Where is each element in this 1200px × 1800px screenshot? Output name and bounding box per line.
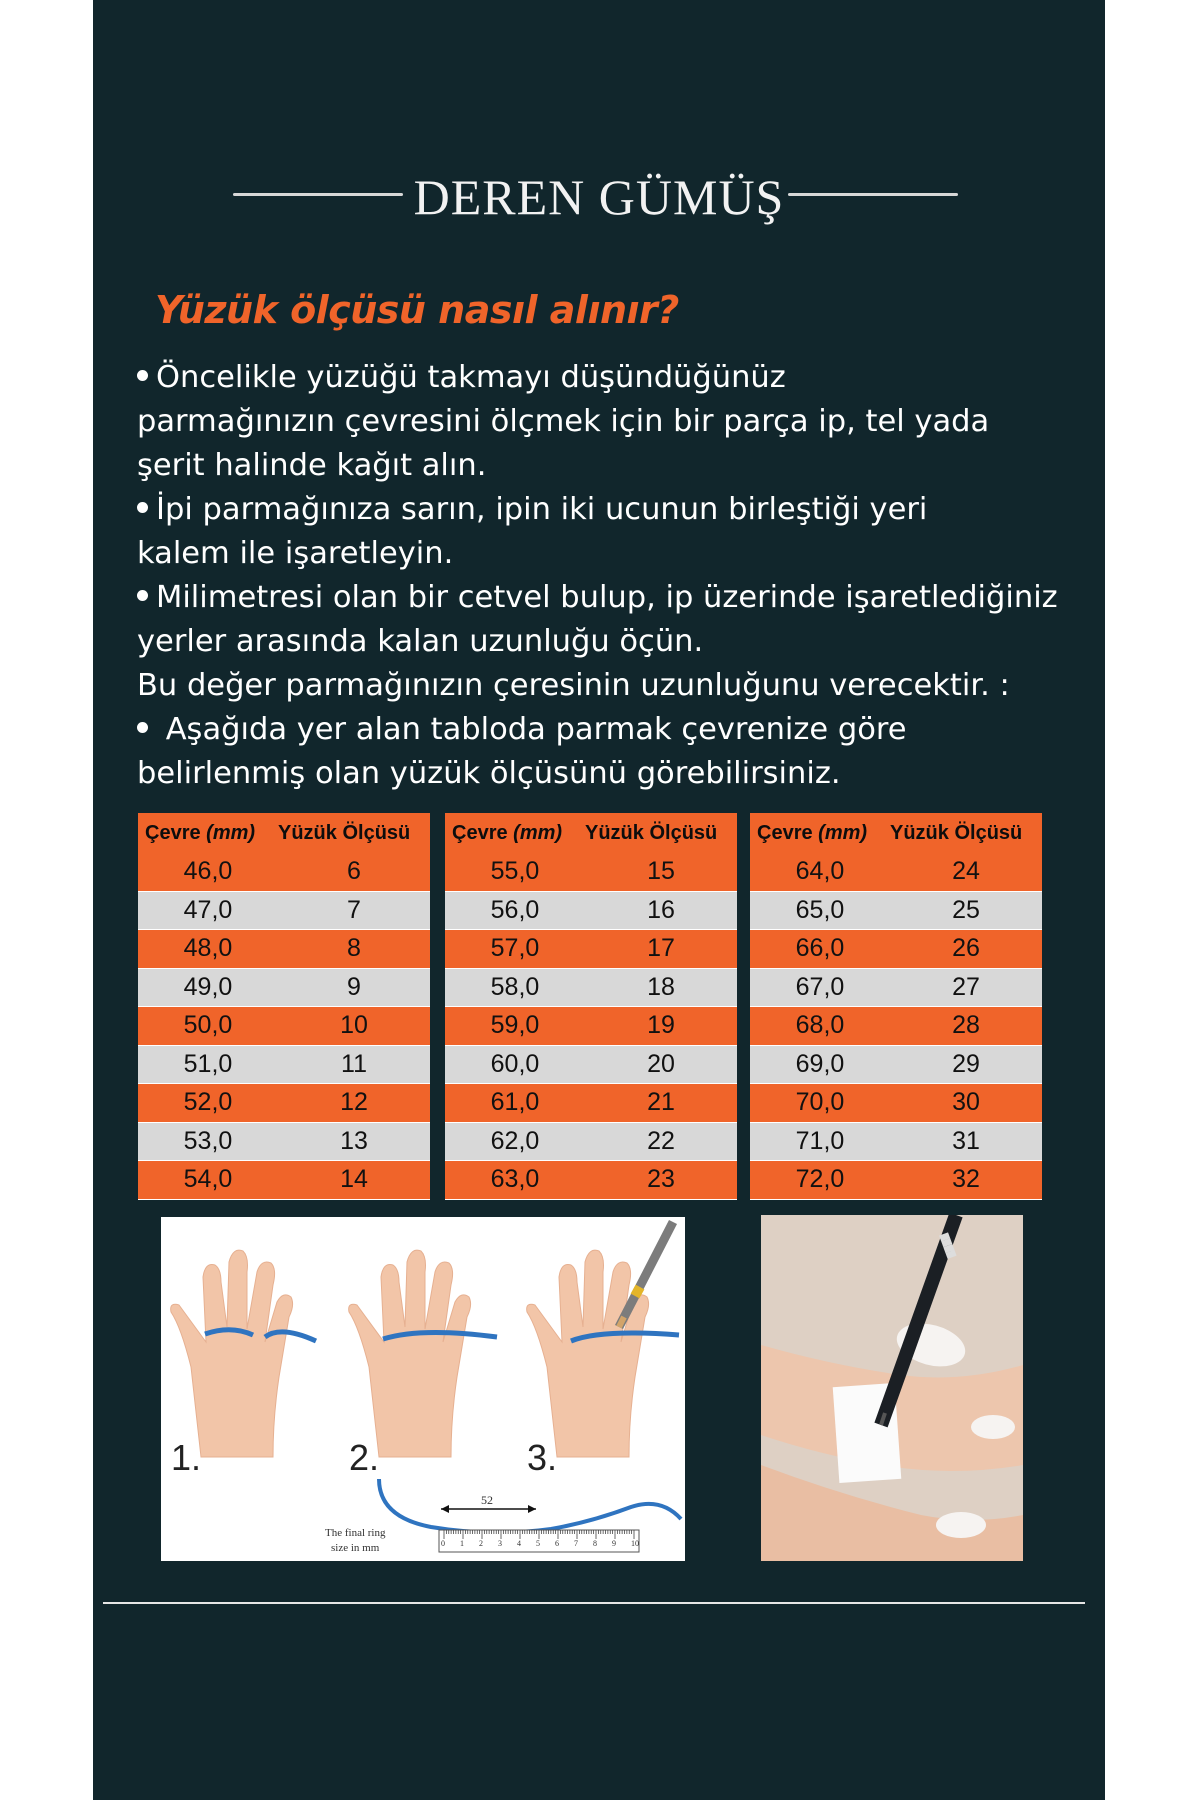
ring-size-cell: 31	[890, 1122, 1042, 1161]
ring-size-cell: 12	[278, 1084, 430, 1123]
step-label-2: 2.	[349, 1437, 380, 1478]
ring-size-cell: 26	[890, 930, 1042, 969]
brand-line-right	[788, 193, 958, 196]
instruction-text: belirlenmiş olan yüzük ölçüsünü görebilirsiniz.	[137, 756, 841, 791]
hand-step-3	[527, 1250, 649, 1457]
header-ring-size: Yüzük Ölçüsü	[585, 813, 737, 853]
circumference-cell: 47,0	[138, 891, 278, 930]
table-row	[445, 1045, 737, 1084]
ring-size-cell: 18	[585, 968, 737, 1007]
instruction-text: Bu değer parmağınızın çeresinin uzunluğunu verecektir. :	[137, 668, 1010, 703]
table-row	[750, 1161, 1042, 1200]
instruction-text: kalem ile işaretleyin.	[137, 536, 454, 571]
circumference-cell: 69,0	[750, 1045, 890, 1084]
circumference-cell: 56,0	[445, 891, 585, 930]
circumference-cell: 62,0	[445, 1122, 585, 1161]
hand-step-2	[349, 1250, 471, 1457]
table-header-row	[445, 813, 737, 853]
table-row	[138, 891, 430, 930]
circumference-cell: 64,0	[750, 853, 890, 891]
ring-size-cell: 20	[585, 1045, 737, 1084]
circumference-cell: 63,0	[445, 1161, 585, 1200]
circumference-cell: 65,0	[750, 891, 890, 930]
table-row	[138, 930, 430, 969]
circumference-cell: 60,0	[445, 1045, 585, 1084]
table-row	[445, 968, 737, 1007]
table-row	[138, 968, 430, 1007]
table-row	[750, 853, 1042, 891]
bullet-icon	[137, 370, 148, 381]
instruction-line	[137, 488, 1077, 532]
ring-size-cell: 13	[278, 1122, 430, 1161]
table-row	[138, 1084, 430, 1123]
table-row	[445, 853, 737, 891]
circumference-cell: 67,0	[750, 968, 890, 1007]
table-row	[445, 1084, 737, 1123]
size-table-3	[750, 813, 1042, 1200]
circumference-cell: 55,0	[445, 853, 585, 891]
table-row	[750, 1084, 1042, 1123]
ring-size-cell: 27	[890, 968, 1042, 1007]
page-heading: Yüzük ölçüsü nasıl alınır?	[155, 288, 679, 332]
table-row	[138, 1045, 430, 1084]
ring-size-cell: 9	[278, 968, 430, 1007]
table-row	[445, 1007, 737, 1046]
ring-size-cell: 14	[278, 1161, 430, 1200]
circumference-cell: 70,0	[750, 1084, 890, 1123]
ring-size-cell: 24	[890, 853, 1042, 891]
ruler-label: 10	[631, 1539, 639, 1548]
circumference-cell: 51,0	[138, 1045, 278, 1084]
instruction-line	[137, 576, 1077, 620]
instruction-text: İpi parmağınıza sarın, ipin iki ucunun birleştiği yeri	[156, 492, 928, 527]
ruler-label: 3	[498, 1539, 502, 1548]
bullet-icon	[137, 502, 148, 513]
instruction-line	[137, 752, 1077, 796]
circumference-cell: 68,0	[750, 1007, 890, 1046]
measured-string	[379, 1479, 681, 1533]
header-ring-size: Yüzük Ölçüsü	[278, 813, 430, 853]
circumference-cell: 48,0	[138, 930, 278, 969]
ring-size-cell: 23	[585, 1161, 737, 1200]
instruction-line	[137, 444, 1077, 488]
ruler-label: 9	[612, 1539, 616, 1548]
table-row	[445, 1161, 737, 1200]
instruction-text: Aşağıda yer alan tabloda parmak çevrenize göre	[156, 712, 907, 747]
hands-drawing	[161, 1217, 685, 1561]
table-header-row	[138, 813, 430, 853]
ring-size-cell: 22	[585, 1122, 737, 1161]
caption-line-2: size in mm	[331, 1542, 380, 1554]
table-row	[138, 1161, 430, 1200]
header-circumference: Çevre (mm)	[138, 813, 278, 853]
circumference-cell: 71,0	[750, 1122, 890, 1161]
table-row	[750, 1122, 1042, 1161]
table-row	[445, 891, 737, 930]
ruler-label: 5	[536, 1539, 540, 1548]
instruction-line	[137, 532, 1077, 576]
ring-size-cell: 7	[278, 891, 430, 930]
circumference-cell: 49,0	[138, 968, 278, 1007]
ring-size-cell: 17	[585, 930, 737, 969]
size-table-1	[138, 813, 430, 1200]
ring-size-cell: 32	[890, 1161, 1042, 1200]
ruler-label: 7	[574, 1539, 578, 1548]
ruler-label: 0	[441, 1539, 445, 1548]
header-ring-size: Yüzük Ölçüsü	[890, 813, 1042, 853]
circumference-cell: 57,0	[445, 930, 585, 969]
brand-name: DEREN GÜMÜŞ	[413, 169, 785, 225]
hand-step-1	[171, 1250, 293, 1457]
step-label-3: 3.	[527, 1437, 558, 1478]
bullet-icon	[137, 590, 148, 601]
bottom-divider	[103, 1602, 1085, 1604]
instruction-text: parmağınızın çevresini ölçmek için bir parça ip, tel yada	[137, 404, 990, 439]
instruction-text: Milimetresi olan bir cetvel bulup, ip üzerinde işaretlediğiniz	[156, 580, 1058, 615]
ring-size-cell: 19	[585, 1007, 737, 1046]
table-row	[138, 1007, 430, 1046]
circumference-cell: 53,0	[138, 1122, 278, 1161]
ruler-label: 4	[517, 1539, 521, 1548]
ring-size-cell: 15	[585, 853, 737, 891]
ring-size-cell: 30	[890, 1084, 1042, 1123]
table-row	[750, 1007, 1042, 1046]
table-row	[445, 1122, 737, 1161]
circumference-cell: 52,0	[138, 1084, 278, 1123]
circumference-cell: 59,0	[445, 1007, 585, 1046]
instructions-text	[137, 356, 1077, 796]
table-row	[138, 853, 430, 891]
ring-size-cell: 25	[890, 891, 1042, 930]
ring-size-cell: 10	[278, 1007, 430, 1046]
instruction-text: şerit halinde kağıt alın.	[137, 448, 487, 483]
table-header-row	[750, 813, 1042, 853]
bullet-icon	[137, 722, 148, 733]
marking-photo	[761, 1215, 1023, 1561]
measure-value: 52	[481, 1493, 493, 1507]
size-table-2	[445, 813, 737, 1200]
content-panel	[93, 0, 1105, 1800]
instruction-line	[137, 708, 1077, 752]
table-row	[750, 968, 1042, 1007]
step-label-1: 1.	[171, 1437, 202, 1478]
instruction-text: Öncelikle yüzüğü takmayı düşündüğünüz	[156, 360, 786, 395]
caption-line-1: The final ring	[325, 1527, 386, 1539]
header-circumference: Çevre (mm)	[445, 813, 585, 853]
ring-size-cell: 16	[585, 891, 737, 930]
instruction-line	[137, 400, 1077, 444]
ring-size-cell: 8	[278, 930, 430, 969]
ring-size-cell: 21	[585, 1084, 737, 1123]
ruler-label: 2	[479, 1539, 483, 1548]
instruction-text: yerler arasında kalan uzunluğu öçün.	[137, 624, 704, 659]
ruler-label: 1	[460, 1539, 464, 1548]
table-row	[750, 891, 1042, 930]
table-row	[750, 1045, 1042, 1084]
table-row	[445, 930, 737, 969]
table-row	[750, 930, 1042, 969]
circumference-cell: 50,0	[138, 1007, 278, 1046]
ring-size-cell: 28	[890, 1007, 1042, 1046]
circumference-cell: 72,0	[750, 1161, 890, 1200]
table-row	[138, 1122, 430, 1161]
circumference-cell: 66,0	[750, 930, 890, 969]
finger-photo-drawing	[761, 1215, 1023, 1561]
ruler-label: 8	[593, 1539, 597, 1548]
header-circumference: Çevre (mm)	[750, 813, 890, 853]
circumference-cell: 58,0	[445, 968, 585, 1007]
instruction-line	[137, 356, 1077, 400]
circumference-cell: 61,0	[445, 1084, 585, 1123]
measuring-steps-illustration	[161, 1217, 685, 1561]
brand-header	[93, 162, 1105, 232]
instruction-line	[137, 664, 1077, 708]
circumference-cell: 54,0	[138, 1161, 278, 1200]
instruction-line	[137, 620, 1077, 664]
ruler-label: 6	[555, 1539, 559, 1548]
svg-text:████: ████	[939, 1232, 956, 1259]
circumference-cell: 46,0	[138, 853, 278, 891]
ring-size-cell: 29	[890, 1045, 1042, 1084]
ring-size-cell: 11	[278, 1045, 430, 1084]
ring-size-cell: 6	[278, 853, 430, 891]
